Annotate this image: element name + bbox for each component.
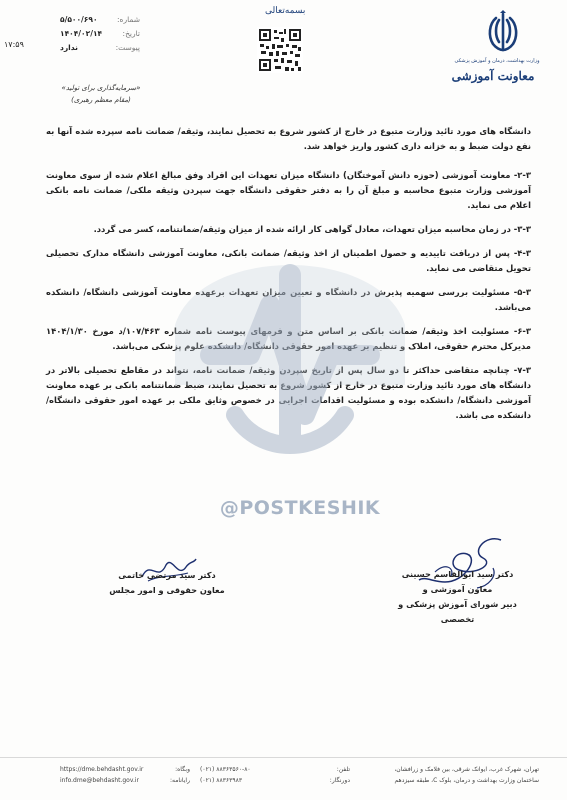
phone-label: تلفن:	[336, 766, 350, 773]
footer-contact	[200, 764, 350, 786]
fax-row	[200, 775, 350, 786]
paragraph-3-3: ۳-۳- در زمان محاسبه میزان تعهدات، معادل گواهی کار ارائه شده از میزان وثیقه/ضمانتنامه، کسر می گردد.	[93, 224, 531, 234]
meta-row-date	[60, 27, 140, 41]
deputy-title: معاونت آموزشی	[451, 69, 535, 83]
website-label: وبگاه:	[175, 766, 190, 773]
email-label: رایانامه:	[169, 777, 190, 784]
letter-metadata	[60, 13, 140, 55]
year-slogan	[46, 82, 156, 106]
paragraph-3-2: ۲-۳- معاونت آموزشی (حوزه دانش آموختگان) دانشگاه میزان تعهدات این افراد وفق مبالغ اعلام شده از سوی معاونت آموزشی وزارت متبوع محاسبه و مبلغ آن را به دفتر حقوقی دانشگاه جهت سپردن وثیقه ملکی/ ضمانت نامه بانکی اعلام می نماید.	[46, 170, 531, 210]
email-row	[60, 775, 190, 786]
paragraph-3-6: ۶-۳- مسئولیت اخذ وثیقه/ ضمانت بانکی بر اساس متن و فرمهای پیوست نامه شماره ۱۰۷/۴۶۳/د مورخ ۱۴۰۴/۱/۳۰ مدیرکل محترم حقوقی، املاک و تنظیم بر عهده امور حقوقی دانشگاه/ دانشکده علوم پزشکی می‌باشد.	[46, 326, 532, 351]
footer-address	[389, 764, 539, 786]
address-line-1: تهران، شهرک غرب، ایوانک شرقی، بین فلامک و زرافشان،	[394, 766, 539, 773]
footer-divider	[0, 757, 567, 758]
letter-attachment: ندارد	[60, 43, 78, 52]
phone-row	[200, 764, 350, 775]
iran-emblem-icon	[481, 10, 525, 56]
paragraph-3-7: ۷-۳- چنانچه متقاضی حداکثر تا دو سال پس از تاریخ سپردن وثیقه/ ضمانت نامه، نتواند در مقاطع تحصیلی بالاتر در دانشگاه های مورد تائید وزارت متبوع در خارج از کشور شروع به تحصیل نمایند، ضبط ضمانتنامه بانکی بر عهده معاونت آموزشی دانشگاه/ دانشکده بوده و مسئولیت اقدامات اجرایی در خصوص وثایق ملکی بر عهده امور حقوقی دانشگاه/دانشکده می باشد.	[46, 365, 531, 420]
fax-value: (۰۲۱) ۸۸۳۶۳۹۸۳	[200, 777, 243, 784]
address-line-2: ساختمان وزارت بهداشت و درمان، بلوک C، طبقه سیزدهم	[394, 777, 539, 784]
website-row	[60, 764, 190, 775]
email-link[interactable]: info.dme@behdasht.gov.ir	[60, 777, 139, 784]
qr-code-icon	[257, 27, 303, 73]
signatory-role-right-line2: دبیر شورای آموزش پزشکی و تخصصی	[398, 599, 517, 624]
signature-block-left	[92, 568, 242, 598]
signatory-name-right: دکتر سید ابوالقاسم حسینی	[401, 569, 514, 579]
paragraph-3-4: ۴-۳- پس از دریافت تاییدیه و حصول اطمینان از اخذ وثیقه/ ضمانت بانکی، معاونت آموزشی دانشگاه مدارک تحصیلی تحویل متقاضی می نماید.	[46, 248, 531, 273]
timecode: ۱۷:۵۹	[4, 40, 24, 49]
paragraph-intro: دانشگاه های مورد تائید وزارت متبوع در خارج از کشور شروع به تحصیل نمایند، وثیقه/ ضمانت نامه سپرده شده آنها به نفع دولت ضبط و به خزانه داری کشور واریز خواهد شد.	[46, 126, 531, 151]
meta-label: شماره:	[117, 15, 140, 24]
footer-web	[60, 764, 190, 786]
bismillah-heading: بسمه‌تعالی	[265, 6, 306, 16]
signatory-name-left: دکتر سید مرتضی خاتمی	[118, 570, 216, 580]
meta-label: پیوست:	[115, 43, 140, 52]
watermark-handle: @POSTKESHIK	[219, 497, 381, 519]
slogan-text: «سرمایه‌گذاری برای تولید»	[61, 84, 141, 92]
meta-row-attachment	[60, 41, 140, 55]
signatory-role-left: معاون حقوقی و امور مجلس	[109, 585, 225, 595]
fax-label: دورنگار:	[329, 777, 350, 784]
signatory-role-right-line1: معاون آموزشی و	[422, 584, 493, 594]
meta-label: تاریخ:	[122, 29, 140, 38]
letter-footer	[0, 762, 567, 800]
meta-row-number	[60, 13, 140, 27]
signature-block-right	[390, 567, 525, 627]
letter-body	[46, 124, 531, 432]
letter-number: ۵/۵۰۰/۶۹۰	[60, 15, 98, 24]
website-link[interactable]: https://dme.behdasht.gov.ir	[60, 766, 144, 773]
phone-value: (۰۲۱) ۸۸۳۶۳۵۶۰-۸۰	[200, 766, 251, 773]
ministry-caption: وزارت بهداشت، درمان و آموزش پزشکی	[454, 58, 540, 64]
slogan-attribution: (مقام معظم رهبری)	[71, 96, 131, 104]
paragraph-3-5: ۵-۳- مسئولیت بررسی سهمیه پذیرش در دانشگاه و تعیین میزان تعهدات برعهده معاونت آموزشی دانشگاه/ دانشکده می‌باشد.	[46, 287, 531, 312]
letter-date: ۱۴۰۴/۰۲/۱۴	[60, 29, 103, 38]
